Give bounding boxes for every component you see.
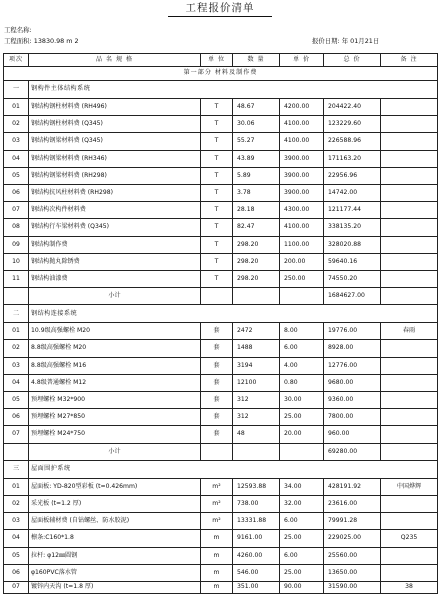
item-unit: m xyxy=(201,547,233,564)
item-quantity: 298.20 xyxy=(233,253,280,270)
table-row xyxy=(4,219,438,236)
item-name: 8.8级高强螺栓 M20 xyxy=(29,340,201,357)
item-note xyxy=(381,270,438,287)
table-row xyxy=(4,167,438,184)
subtotal-row xyxy=(4,443,438,460)
item-number: 04 xyxy=(4,530,29,547)
item-total: 226588.96 xyxy=(324,133,381,150)
item-total: 171163.20 xyxy=(324,150,381,167)
item-name: 钢结构行车梁材料费 (Q345) xyxy=(29,219,201,236)
item-number: 06 xyxy=(4,409,29,426)
col-header: 项次 xyxy=(4,54,29,67)
item-name: 钢结构钢柱材料费 (Q345) xyxy=(29,116,201,133)
item-name: 预埋螺栓 M32*900 xyxy=(29,392,201,409)
item-quantity: 48.67 xyxy=(233,99,280,116)
item-number: 06 xyxy=(4,184,29,201)
subtotal-value: 69280.00 xyxy=(324,443,381,460)
item-unit: T xyxy=(201,167,233,184)
item-total: 123229.60 xyxy=(324,116,381,133)
item-note xyxy=(381,564,438,581)
item-total: 25560.00 xyxy=(324,547,381,564)
subtotal-blank xyxy=(381,288,438,305)
item-note xyxy=(381,513,438,530)
item-note xyxy=(381,150,438,167)
item-note xyxy=(381,547,438,564)
item-total: 9680.00 xyxy=(324,374,381,391)
item-unit: 套 xyxy=(201,426,233,443)
item-unit: T xyxy=(201,236,233,253)
col-header: 单 位 xyxy=(201,54,233,67)
item-quantity: 312 xyxy=(233,409,280,426)
item-unit-price: 25.00 xyxy=(280,409,324,426)
quotation-table xyxy=(3,53,438,594)
item-unit: m xyxy=(201,530,233,547)
col-header: 数 量 xyxy=(233,54,280,67)
item-unit-price: 6.00 xyxy=(280,513,324,530)
item-unit: 套 xyxy=(201,323,233,340)
item-unit-price: 32.00 xyxy=(280,495,324,512)
subtotal-blank xyxy=(4,288,29,305)
subtotal-blank xyxy=(280,288,324,305)
item-unit: 套 xyxy=(201,374,233,391)
section-name: 钢结构连接系统 xyxy=(29,305,438,323)
item-unit: T xyxy=(201,184,233,201)
table-row xyxy=(4,116,438,133)
project-name-label: 工程名称: xyxy=(4,26,32,34)
subtotal-row xyxy=(4,288,438,305)
item-quantity: 28.18 xyxy=(233,202,280,219)
item-total: 59640.16 xyxy=(324,253,381,270)
table-row xyxy=(4,547,438,564)
section-heading-row xyxy=(4,460,438,478)
item-number: 03 xyxy=(4,357,29,374)
item-total: 428191.92 xyxy=(324,478,381,495)
subtotal-blank xyxy=(381,443,438,460)
item-total: 74550.20 xyxy=(324,270,381,287)
item-note: 春雨 xyxy=(381,323,438,340)
item-unit-price: 34.00 xyxy=(280,478,324,495)
item-number: 10 xyxy=(4,253,29,270)
subtotal-blank xyxy=(233,443,280,460)
item-name: 镀锌内天沟 (t=1.8 厚) xyxy=(29,581,201,593)
item-number: 05 xyxy=(4,392,29,409)
item-number: 09 xyxy=(4,236,29,253)
subtotal-blank xyxy=(233,288,280,305)
item-unit-price: 3900.00 xyxy=(280,167,324,184)
subtotal-value: 1684627.00 xyxy=(324,288,381,305)
item-unit: T xyxy=(201,116,233,133)
item-note xyxy=(381,374,438,391)
table-row xyxy=(4,99,438,116)
item-unit: T xyxy=(201,219,233,236)
item-unit: 套 xyxy=(201,409,233,426)
table-header-row xyxy=(4,54,438,67)
item-unit-price: 90.00 xyxy=(280,581,324,593)
item-unit-price: 20.00 xyxy=(280,426,324,443)
item-quantity: 312 xyxy=(233,392,280,409)
item-unit: T xyxy=(201,150,233,167)
table-row xyxy=(4,253,438,270)
item-unit-price: 1100.00 xyxy=(280,236,324,253)
item-quantity: 351.00 xyxy=(233,581,280,593)
section-index: 一 xyxy=(4,81,29,99)
item-quantity: 546.00 xyxy=(233,564,280,581)
report-date: 报价日期: 年 01月21日 xyxy=(312,37,380,45)
document-title: 工程报价清单 xyxy=(185,2,255,14)
item-total: 9360.00 xyxy=(324,392,381,409)
item-number: 02 xyxy=(4,116,29,133)
item-name: 钢结构抗风柱材料费 (RH298) xyxy=(29,184,201,201)
table-row xyxy=(4,357,438,374)
item-unit-price: 25.00 xyxy=(280,564,324,581)
item-total: 328020.88 xyxy=(324,236,381,253)
item-unit: T xyxy=(201,253,233,270)
item-unit-price: 8.00 xyxy=(280,323,324,340)
table-row xyxy=(4,133,438,150)
table-row xyxy=(4,340,438,357)
item-total: 14742.00 xyxy=(324,184,381,201)
item-total: 7800.00 xyxy=(324,409,381,426)
item-name: 钢结构钢梁材料费 (RH298) xyxy=(29,167,201,184)
item-total: 22956.96 xyxy=(324,167,381,184)
table-row xyxy=(4,478,438,495)
item-unit: T xyxy=(201,202,233,219)
item-note xyxy=(381,99,438,116)
item-name: 钢结构次构件材料费 xyxy=(29,202,201,219)
item-unit: 套 xyxy=(201,340,233,357)
item-name: 钢结构油漆费 xyxy=(29,270,201,287)
item-quantity: 55.27 xyxy=(233,133,280,150)
item-number: 02 xyxy=(4,340,29,357)
item-note xyxy=(381,133,438,150)
item-quantity: 3194 xyxy=(233,357,280,374)
item-note xyxy=(381,409,438,426)
item-name: 10.9级高强螺栓 M20 xyxy=(29,323,201,340)
item-quantity: 12593.88 xyxy=(233,478,280,495)
item-total: 19776.00 xyxy=(324,323,381,340)
table-row xyxy=(4,202,438,219)
item-number: 05 xyxy=(4,167,29,184)
table-row xyxy=(4,513,438,530)
subtotal-label: 小计 xyxy=(29,288,201,305)
item-quantity: 2472 xyxy=(233,323,280,340)
item-name: 屋面板: YD-820型彩板 (t=0.426mm) xyxy=(29,478,201,495)
item-note xyxy=(381,236,438,253)
item-note xyxy=(381,392,438,409)
item-note xyxy=(381,253,438,270)
subtotal-label: 小计 xyxy=(29,443,201,460)
item-unit: T xyxy=(201,270,233,287)
item-unit-price: 4300.00 xyxy=(280,202,324,219)
table-body xyxy=(4,67,438,594)
item-total: 31590.00 xyxy=(324,581,381,593)
item-note xyxy=(381,426,438,443)
subtotal-blank xyxy=(201,288,233,305)
section-index: 三 xyxy=(4,460,29,478)
part-heading: 第一部分 材料及制作费 xyxy=(4,67,438,81)
item-name: 钢结构钢梁材料费 (Q345) xyxy=(29,133,201,150)
table-row xyxy=(4,374,438,391)
title-underline xyxy=(168,16,272,17)
item-number: 01 xyxy=(4,478,29,495)
item-name: 预埋螺栓 M27*850 xyxy=(29,409,201,426)
item-quantity: 738.00 xyxy=(233,495,280,512)
item-unit-price: 0.80 xyxy=(280,374,324,391)
subtotal-blank xyxy=(280,443,324,460)
item-unit: m² xyxy=(201,495,233,512)
item-name: 钢结构钢梁材料费 (RH346) xyxy=(29,150,201,167)
item-unit-price: 4100.00 xyxy=(280,133,324,150)
item-unit-price: 3900.00 xyxy=(280,150,324,167)
item-number: 04 xyxy=(4,150,29,167)
item-note xyxy=(381,116,438,133)
item-number: 07 xyxy=(4,426,29,443)
item-unit-price: 4100.00 xyxy=(280,219,324,236)
item-unit-price: 30.00 xyxy=(280,392,324,409)
item-note xyxy=(381,184,438,201)
section-name: 钢构件主体结构系统 xyxy=(29,81,438,99)
item-number: 05 xyxy=(4,547,29,564)
item-total: 121177.44 xyxy=(324,202,381,219)
item-unit: T xyxy=(201,99,233,116)
item-name: 屋面板辅材费 (自钻螺丝、防水胶泥) xyxy=(29,513,201,530)
item-number: 01 xyxy=(4,99,29,116)
item-total: 960.00 xyxy=(324,426,381,443)
table-row xyxy=(4,270,438,287)
item-unit: 套 xyxy=(201,392,233,409)
item-note xyxy=(381,202,438,219)
item-quantity: 12100 xyxy=(233,374,280,391)
item-number: 02 xyxy=(4,495,29,512)
item-note: 38 xyxy=(381,581,438,593)
item-note xyxy=(381,357,438,374)
item-name: 8.8级高强螺栓 M16 xyxy=(29,357,201,374)
item-number: 01 xyxy=(4,323,29,340)
item-number: 11 xyxy=(4,270,29,287)
table-row xyxy=(4,409,438,426)
table-row xyxy=(4,581,438,593)
item-note xyxy=(381,219,438,236)
table-row xyxy=(4,392,438,409)
section-heading-row xyxy=(4,81,438,99)
item-unit: 套 xyxy=(201,357,233,374)
item-number: 08 xyxy=(4,219,29,236)
item-quantity: 13331.88 xyxy=(233,513,280,530)
item-quantity: 30.06 xyxy=(233,116,280,133)
table-row xyxy=(4,184,438,201)
col-header: 备 注 xyxy=(381,54,438,67)
item-name: 钢结构钢柱材料费 (RH496) xyxy=(29,99,201,116)
item-total: 338135.20 xyxy=(324,219,381,236)
col-header: 品 名 规 格 xyxy=(29,54,201,67)
item-quantity: 48 xyxy=(233,426,280,443)
section-index: 二 xyxy=(4,305,29,323)
item-note xyxy=(381,167,438,184)
item-number: 07 xyxy=(4,202,29,219)
item-number: 06 xyxy=(4,564,29,581)
item-unit-price: 4100.00 xyxy=(280,116,324,133)
item-quantity: 3.78 xyxy=(233,184,280,201)
section-heading-row xyxy=(4,305,438,323)
project-area: 工程面积: 13830.98 m 2 xyxy=(4,37,79,45)
subtotal-blank xyxy=(201,443,233,460)
item-unit-price: 6.00 xyxy=(280,340,324,357)
item-quantity: 82.47 xyxy=(233,219,280,236)
item-unit-price: 200.00 xyxy=(280,253,324,270)
table-row xyxy=(4,150,438,167)
subtotal-blank xyxy=(4,443,29,460)
item-total: 8928.00 xyxy=(324,340,381,357)
item-total: 23616.00 xyxy=(324,495,381,512)
item-name: 预埋螺栓 M24*750 xyxy=(29,426,201,443)
table-row xyxy=(4,236,438,253)
item-unit-price: 6.00 xyxy=(280,547,324,564)
item-quantity: 298.20 xyxy=(233,270,280,287)
item-unit-price: 4200.00 xyxy=(280,99,324,116)
item-unit: T xyxy=(201,133,233,150)
item-total: 229025.00 xyxy=(324,530,381,547)
item-note xyxy=(381,495,438,512)
item-number: 07 xyxy=(4,581,29,593)
item-quantity: 43.89 xyxy=(233,150,280,167)
item-total: 79991.28 xyxy=(324,513,381,530)
item-name: 钢结构制作费 xyxy=(29,236,201,253)
item-name: 4.8级普通螺栓 M12 xyxy=(29,374,201,391)
item-name: 拉杆: φ12㎜圆钢 xyxy=(29,547,201,564)
item-name: φ160PVC落水管 xyxy=(29,564,201,581)
item-name: 檩条:C160*1.8 xyxy=(29,530,201,547)
item-unit-price: 3900.00 xyxy=(280,184,324,201)
table-row xyxy=(4,426,438,443)
col-header: 单 价 xyxy=(280,54,324,67)
item-number: 03 xyxy=(4,133,29,150)
table-row xyxy=(4,564,438,581)
item-unit: m xyxy=(201,564,233,581)
table-row xyxy=(4,495,438,512)
item-unit-price: 25.00 xyxy=(280,530,324,547)
item-quantity: 9161.00 xyxy=(233,530,280,547)
item-note: Q235 xyxy=(381,530,438,547)
col-header: 总 价 xyxy=(324,54,381,67)
item-name: 钢结构抛丸除锈费 xyxy=(29,253,201,270)
item-unit: m xyxy=(201,581,233,593)
item-unit-price: 250.00 xyxy=(280,270,324,287)
item-total: 12776.00 xyxy=(324,357,381,374)
part-heading-row xyxy=(4,67,438,81)
item-quantity: 1488 xyxy=(233,340,280,357)
table-row xyxy=(4,323,438,340)
item-number: 03 xyxy=(4,513,29,530)
item-unit: m² xyxy=(201,513,233,530)
section-name: 屋面围护系统 xyxy=(29,460,438,478)
item-quantity: 4260.00 xyxy=(233,547,280,564)
item-quantity: 298.20 xyxy=(233,236,280,253)
item-total: 13650.00 xyxy=(324,564,381,581)
item-note xyxy=(381,340,438,357)
item-name: 采光板 (t=1.2 厚) xyxy=(29,495,201,512)
item-note: 中国烨辉 xyxy=(381,478,438,495)
item-total: 204422.40 xyxy=(324,99,381,116)
item-unit-price: 4.00 xyxy=(280,357,324,374)
item-unit: m² xyxy=(201,478,233,495)
table-row xyxy=(4,530,438,547)
item-number: 04 xyxy=(4,374,29,391)
item-quantity: 5.89 xyxy=(233,167,280,184)
